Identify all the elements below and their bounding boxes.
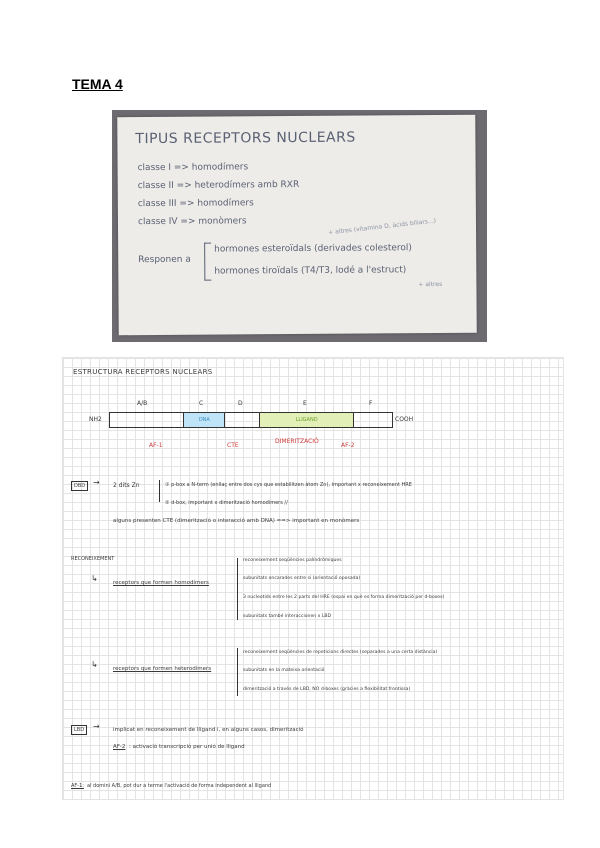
segment-ab	[110, 413, 184, 427]
domain-label: A/B	[137, 400, 148, 407]
af1-line-label: AF-1:	[71, 783, 84, 789]
arrow-icon: ↳	[91, 574, 98, 583]
dimeritzacio-label: DIMERITZACIÓ	[275, 438, 319, 445]
af2-line: : activació transcripció per unió de lligand	[129, 744, 245, 750]
homo-item: subunitats també interaccionen x LBD	[243, 614, 332, 619]
card-item: classe III => homodímers	[137, 198, 254, 210]
hetero-item: dimerització a través de LBD, NO d-boxes (gràcies a flexibilitat frontissa)	[243, 687, 411, 692]
card-item: classe I => homodímers	[137, 162, 249, 174]
dbd-tag: DBD	[71, 481, 88, 491]
arrow-icon: →	[93, 478, 100, 487]
arrow-icon: ↳	[91, 660, 98, 669]
recon-heading: RECONEIXEMENT	[71, 556, 115, 562]
cte-label: CTE	[227, 442, 239, 449]
card-note-top: + altres (vitamina D, àcids biliars...)	[327, 217, 437, 237]
domain-label: D	[238, 400, 243, 407]
domain-bar	[109, 412, 393, 428]
card-title: TIPUS RECEPTORS NUCLEARS	[135, 129, 356, 148]
segment-d	[225, 413, 260, 427]
card-respond-label: Responen a	[138, 254, 191, 266]
page-title: TEMA 4	[72, 76, 123, 92]
notes-heading: ESTRUCTURA RECEPTORS NUCLEARS	[73, 368, 213, 376]
dbd-item: ② d-box, important x dimerització homodímers //	[165, 500, 288, 506]
bracket	[237, 648, 238, 696]
dbd-item: ① p-box a N-term (enllaç entre dos cys que estabilitzen àtom Zn), important x reconeixement HRE	[165, 482, 412, 488]
segment-f	[354, 413, 392, 427]
card-hormone: hormones tiroïdals (T4/T3, lodé a l'estruct)	[214, 265, 407, 277]
arrow-icon: →	[93, 722, 100, 731]
hetero-item: reconeixement seqüències de repeticions directes (separades a una certa distància)	[243, 650, 438, 655]
domain-label: E	[303, 400, 307, 407]
card-note-bottom: + altres	[418, 280, 443, 289]
card-hormone: hormones esteroïdals (derivades colesterol)	[214, 243, 412, 255]
hetero-item: subunitats en la mateixa orientació	[243, 668, 325, 673]
homo-item: 3 nucleotids entre les 2 parts del HRE (espai en què es forma dimerització per d-boxes)	[243, 595, 445, 600]
domain-label: F	[369, 400, 373, 407]
nh2-label: NH2	[89, 416, 102, 423]
hetero-label: receptors que formen heterodímers	[113, 666, 212, 672]
bracket	[159, 480, 160, 502]
segment-lligand: LLIGAND	[260, 413, 354, 427]
af2-label: AF-2	[341, 442, 355, 449]
dbd-item: alguns presenten CTE (dimerització o interacció amb DNA) ==> important en monòmers	[113, 518, 360, 524]
brace	[204, 243, 211, 281]
card-photo	[112, 110, 487, 342]
card-item: classe IV => monòmers	[137, 216, 247, 228]
af1-label: AF-1	[149, 442, 163, 449]
homo-item: subunitats encarades entre si (orientació oposada)	[243, 576, 361, 581]
lbd-tag: LBD	[71, 725, 87, 735]
af2-line-label: AF-2	[113, 744, 126, 750]
lbd-line: implicat en reconeixement de lligand i, en alguns casos, dimerització	[113, 727, 304, 733]
bracket	[237, 558, 238, 620]
domain-label: C	[199, 400, 204, 407]
card-item: classe II => heterodímers amb RXR	[137, 179, 300, 192]
homo-label: receptors que formen homodímers	[113, 580, 209, 586]
grid-notes	[62, 357, 564, 800]
cooh-label: COOH	[395, 416, 414, 423]
af1-line: al domini A/B, pot dur a terme l'activació de forma independent al lligand	[87, 783, 272, 789]
segment-dna: DNA	[184, 413, 225, 427]
index-card	[117, 115, 477, 335]
dbd-line: 2 dits Zn	[113, 482, 140, 489]
homo-item: reconeixement seqüències palíndròmiques	[243, 558, 342, 563]
